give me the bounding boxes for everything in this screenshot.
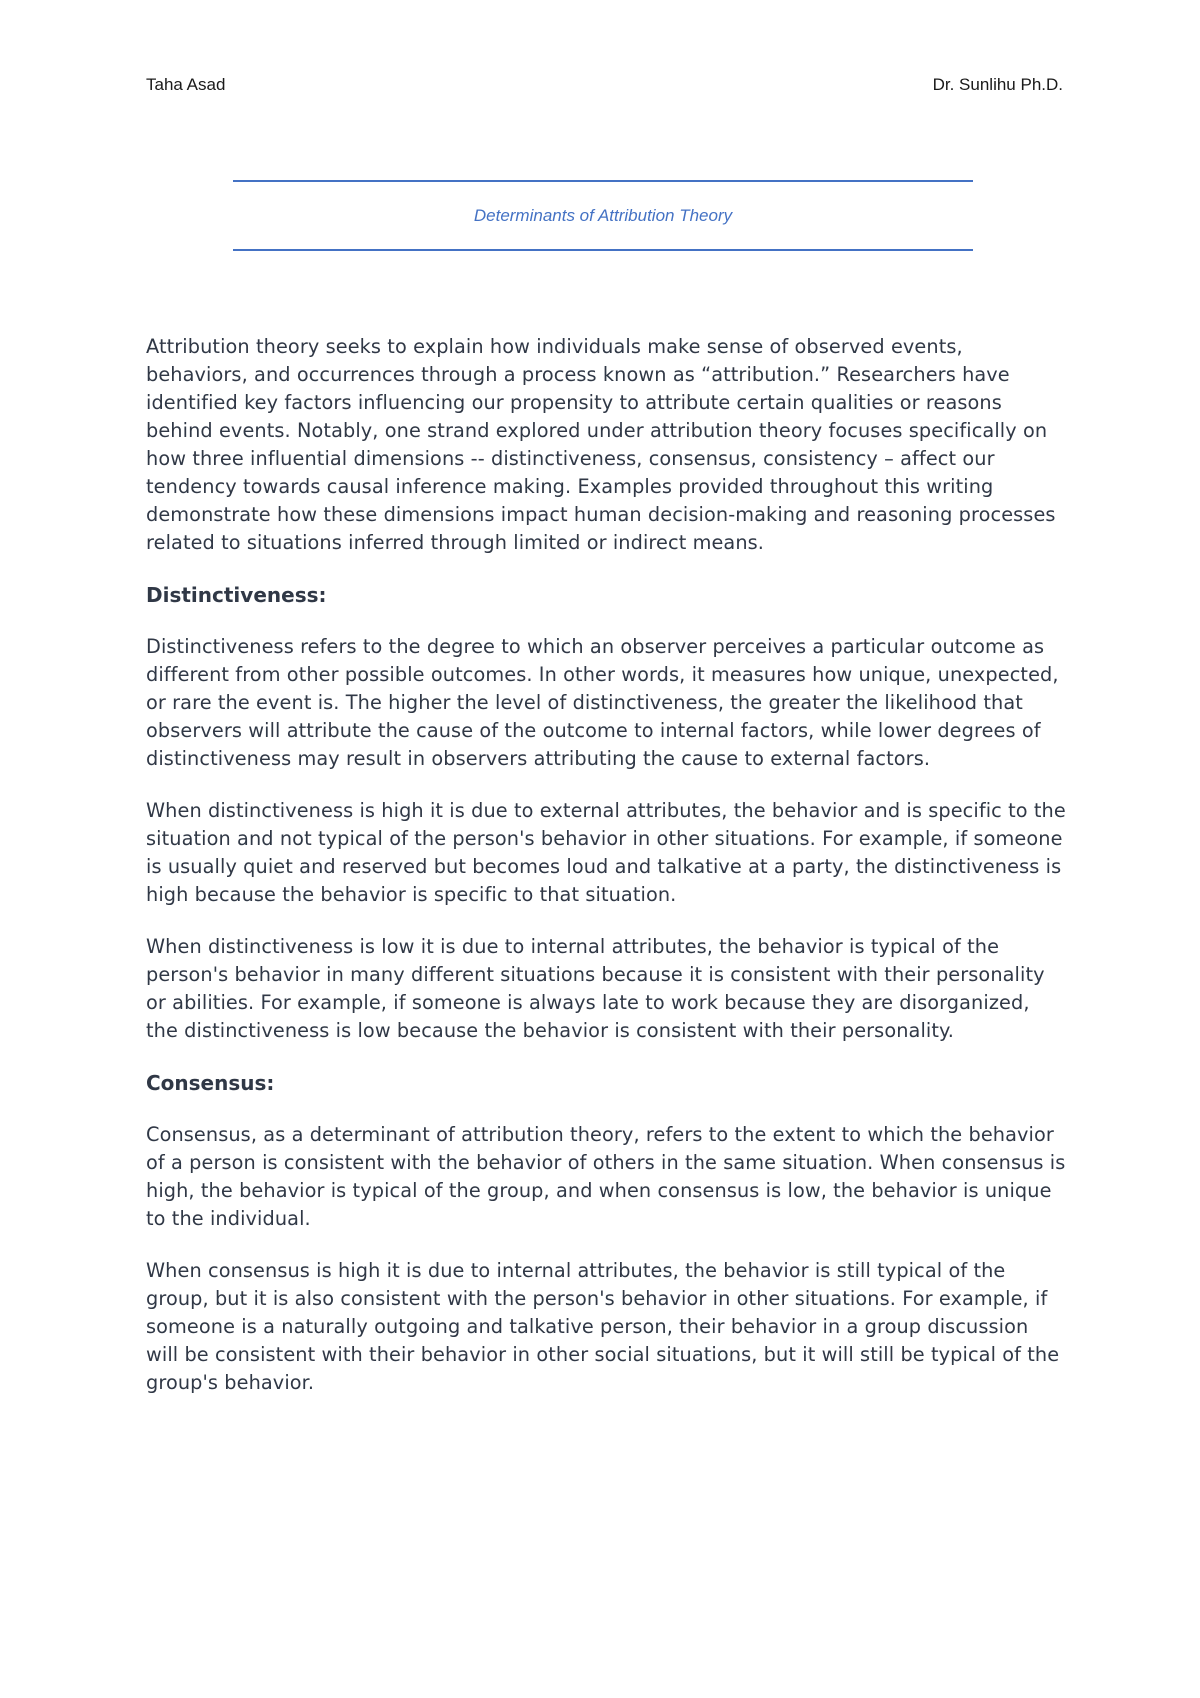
document-title: Determinants of Attribution Theory	[473, 206, 733, 225]
document-body	[146, 333, 1066, 1421]
consensus-paragraph-2: When consensus is high it is due to internal attributes, the behavior is still typical of the group, but it is also consistent with the person's behavior in other situations. For example, if someone is a naturally outgoing and talkative person, their behavior in a group discussion will be consistent with their behavior in other social situations, but it will still be typical of the group's behavior.	[146, 1259, 1060, 1394]
intro-paragraph: Attribution theory seeks to explain how individuals make sense of observed events, behaviors, and occurrences through a process known as “attribution.” Researchers have identified key factors influencing our propensity to attribute certain qualities or reasons behind events. Notably, one strand explored under attribution theory focuses specifically on how three influential dimensions -- distinctiveness, consensus, consistency – affect our tendency towards causal inference making. Examples provided throughout this writing demonstrate how these dimensions impact human decision-making and reasoning processes related to situations inferred through limited or indirect means.	[146, 335, 1056, 554]
consensus-paragraph-1: Consensus, as a determinant of attribution theory, refers to the extent to which the behavior of a person is consistent with the behavior of others in the same situation. When consensus is high, the behavior is typical of the group, and when consensus is low, the behavior is unique to the individual.	[146, 1123, 1066, 1230]
header-author: Taha Asad	[146, 75, 226, 94]
title-rule-bottom	[233, 249, 973, 251]
distinctiveness-paragraph-1: Distinctiveness refers to the degree to which an observer perceives a particular outcome as different from other possible outcomes. In other words, it measures how unique, unexpected, or rare the event is. The higher the level of distinctiveness, the greater the likelihood that observers will attribute the cause of the outcome to internal factors, while lower degrees of distinctiveness may result in observers attributing the cause to external factors.	[146, 635, 1059, 770]
distinctiveness-paragraph-2: When distinctiveness is high it is due to external attributes, the behavior and is specific to the situation and not typical of the person's behavior in other situations. For example, if someone is usually quiet and reserved but becomes loud and talkative at a party, the distinctiveness is high because the behavior is specific to that situation.	[146, 799, 1066, 906]
distinctiveness-paragraph-3: When distinctiveness is low it is due to internal attributes, the behavior is typical of the person's behavior in many different situations because it is consistent with their personality or abilities. For example, if someone is always late to work because they are disorganized, the distinctiveness is low because the behavior is consistent with their personality.	[146, 935, 1045, 1042]
distinctiveness-heading: Distinctiveness:	[146, 583, 327, 607]
consensus-heading: Consensus:	[146, 1071, 275, 1095]
title-rule-top	[233, 180, 973, 182]
header-instructor: Dr. Sunlihu Ph.D.	[932, 75, 1063, 94]
